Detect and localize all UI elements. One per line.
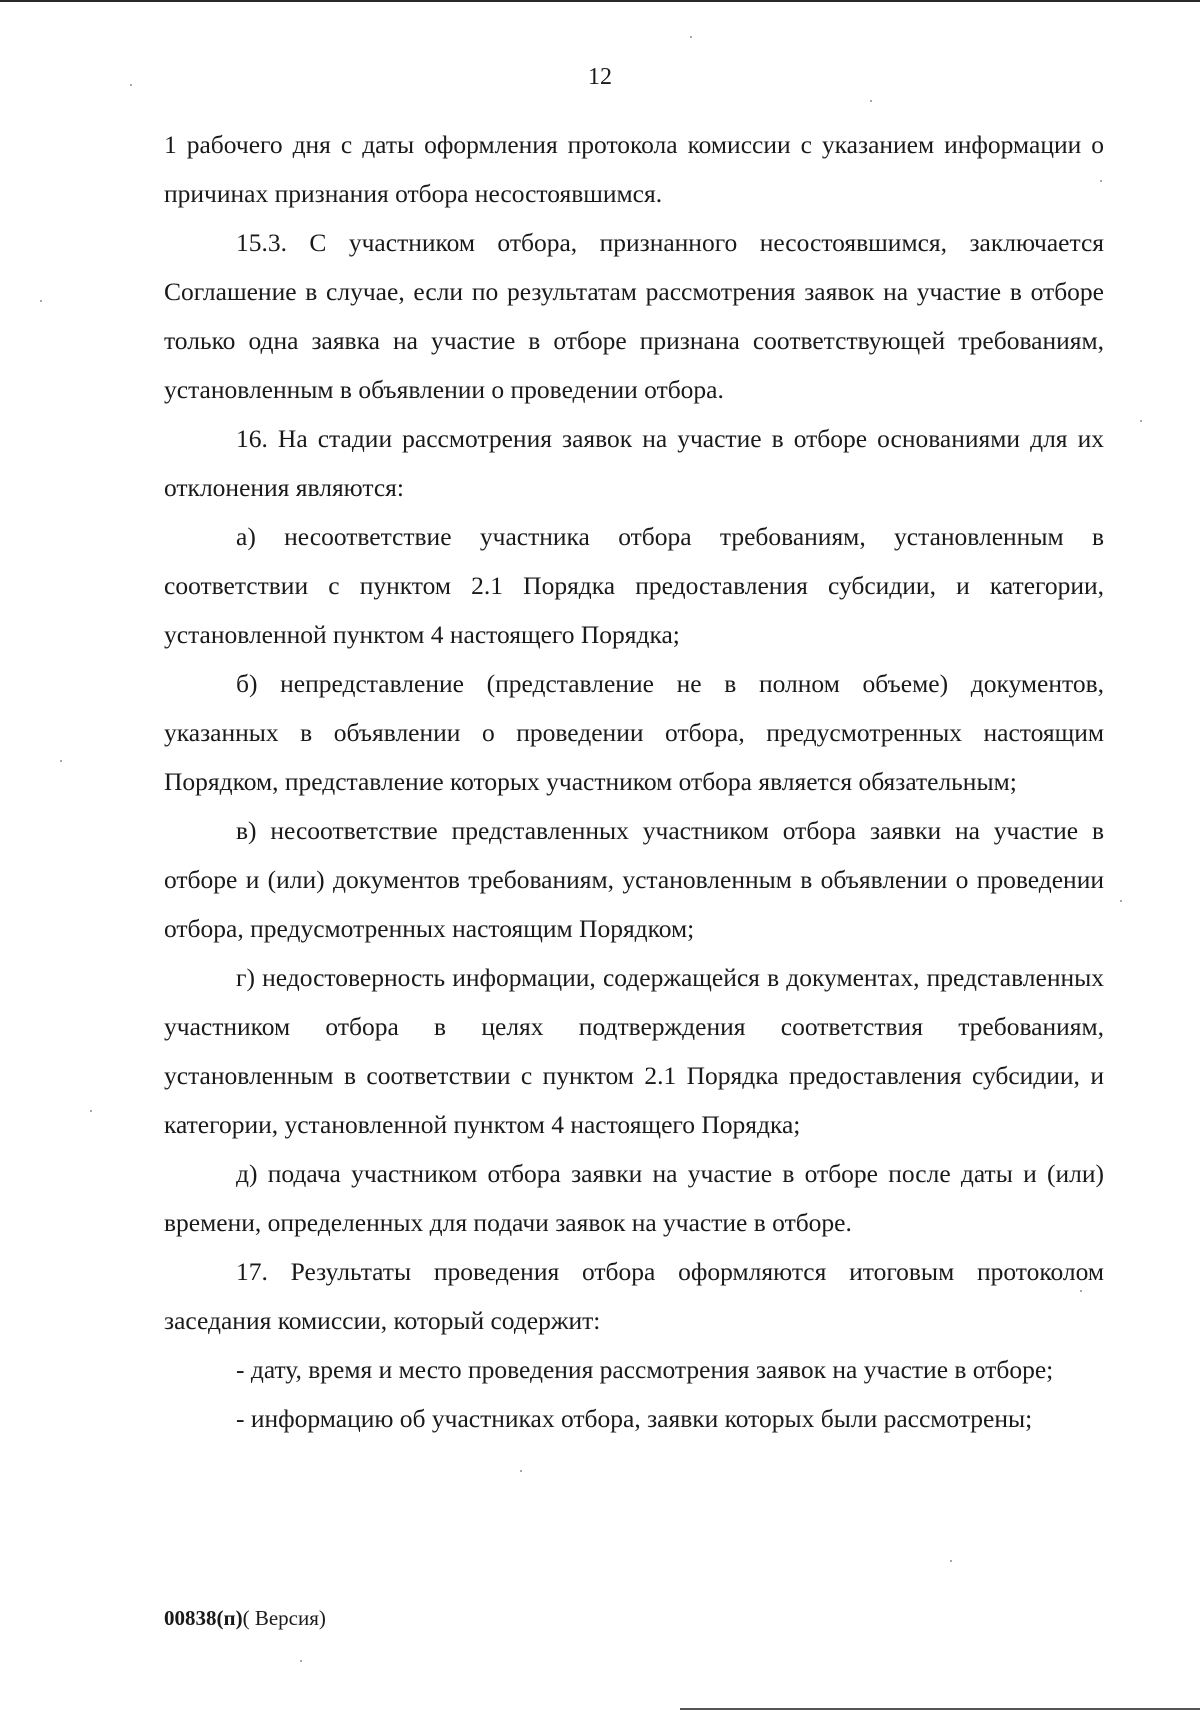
scan-speck: [300, 1660, 302, 1662]
page-number: 12: [588, 64, 612, 90]
scan-speck: [520, 1470, 522, 1472]
paragraph-continuation: 1 рабочего дня с даты оформления протокола комиссии с указанием информации о причинах признания отбора несостоявшимся.: [164, 130, 1104, 208]
scan-speck: [60, 760, 62, 762]
top-edge-line: [0, 0, 1200, 2]
document-version: ( Версия): [242, 1606, 326, 1630]
paragraph-16-a: а) несоответствие участника отбора требованиям, установленным в соответствии с пунктом 2.1 Порядка предоставления субсидии, и категории, установленной пунктом 4 настоящего Порядка;: [164, 522, 1104, 649]
document-body: [164, 120, 1104, 1443]
scan-speck: [1120, 900, 1122, 902]
scan-speck: [950, 1560, 952, 1562]
paragraph-16-b: б) непредставление (представление не в полном объеме) документов, указанных в объявлении о проведении отбора, предусмотренных настоящим Порядком, представление которых участником отбора является обязательным;: [164, 669, 1104, 796]
scan-speck: [690, 36, 692, 38]
paragraph-17-item-participants: - информацию об участниках отбора, заявки которых были рассмотрены;: [236, 1404, 1033, 1433]
scan-speck: [1080, 1290, 1082, 1292]
paragraph-16-d: д) подача участником отбора заявки на участие в отборе после даты и (или) времени, определенных для подачи заявок на участие в отборе.: [164, 1159, 1104, 1237]
scan-speck: [130, 84, 132, 86]
scan-speck: [90, 1110, 92, 1112]
paragraph-17: 17. Результаты проведения отбора оформляются итоговым протоколом заседания комиссии, который содержит:: [164, 1257, 1104, 1335]
paragraph-15-3: 15.3. С участником отбора, признанного несостоявшимся, заключается Соглашение в случае, если по результатам рассмотрения заявок на участие в отборе только одна заявка на участие в отборе признана соответствующей требованиям, установленным в объявлении о проведении отбора.: [164, 228, 1104, 404]
bottom-edge-line: [680, 1708, 1200, 1710]
document-footer: [164, 1606, 326, 1631]
scan-speck: [1140, 420, 1142, 422]
scan-speck: [870, 100, 872, 102]
paragraph-16-v: в) несоответствие представленных участником отбора заявки на участие в отборе и (или) документов требованиям, установленным в объявлении о проведении отбора, предусмотренных настоящим Порядком;: [164, 816, 1104, 943]
document-code: 00838(п): [164, 1606, 243, 1630]
scan-speck: [1100, 180, 1102, 182]
scan-speck: [40, 300, 42, 302]
paragraph-16: 16. На стадии рассмотрения заявок на участие в отборе основаниями для их отклонения являются:: [164, 424, 1104, 502]
paragraph-16-g: г) недостоверность информации, содержащейся в документах, представленных участником отбора в целях подтверждения соответствия требованиям, установленным в соответствии с пунктом 2.1 Порядка предоставления субсидии, и категории, установленной пунктом 4 настоящего Порядка;: [164, 963, 1104, 1139]
paragraph-17-item-date: - дату, время и место проведения рассмотрения заявок на участие в отборе;: [236, 1355, 1054, 1384]
